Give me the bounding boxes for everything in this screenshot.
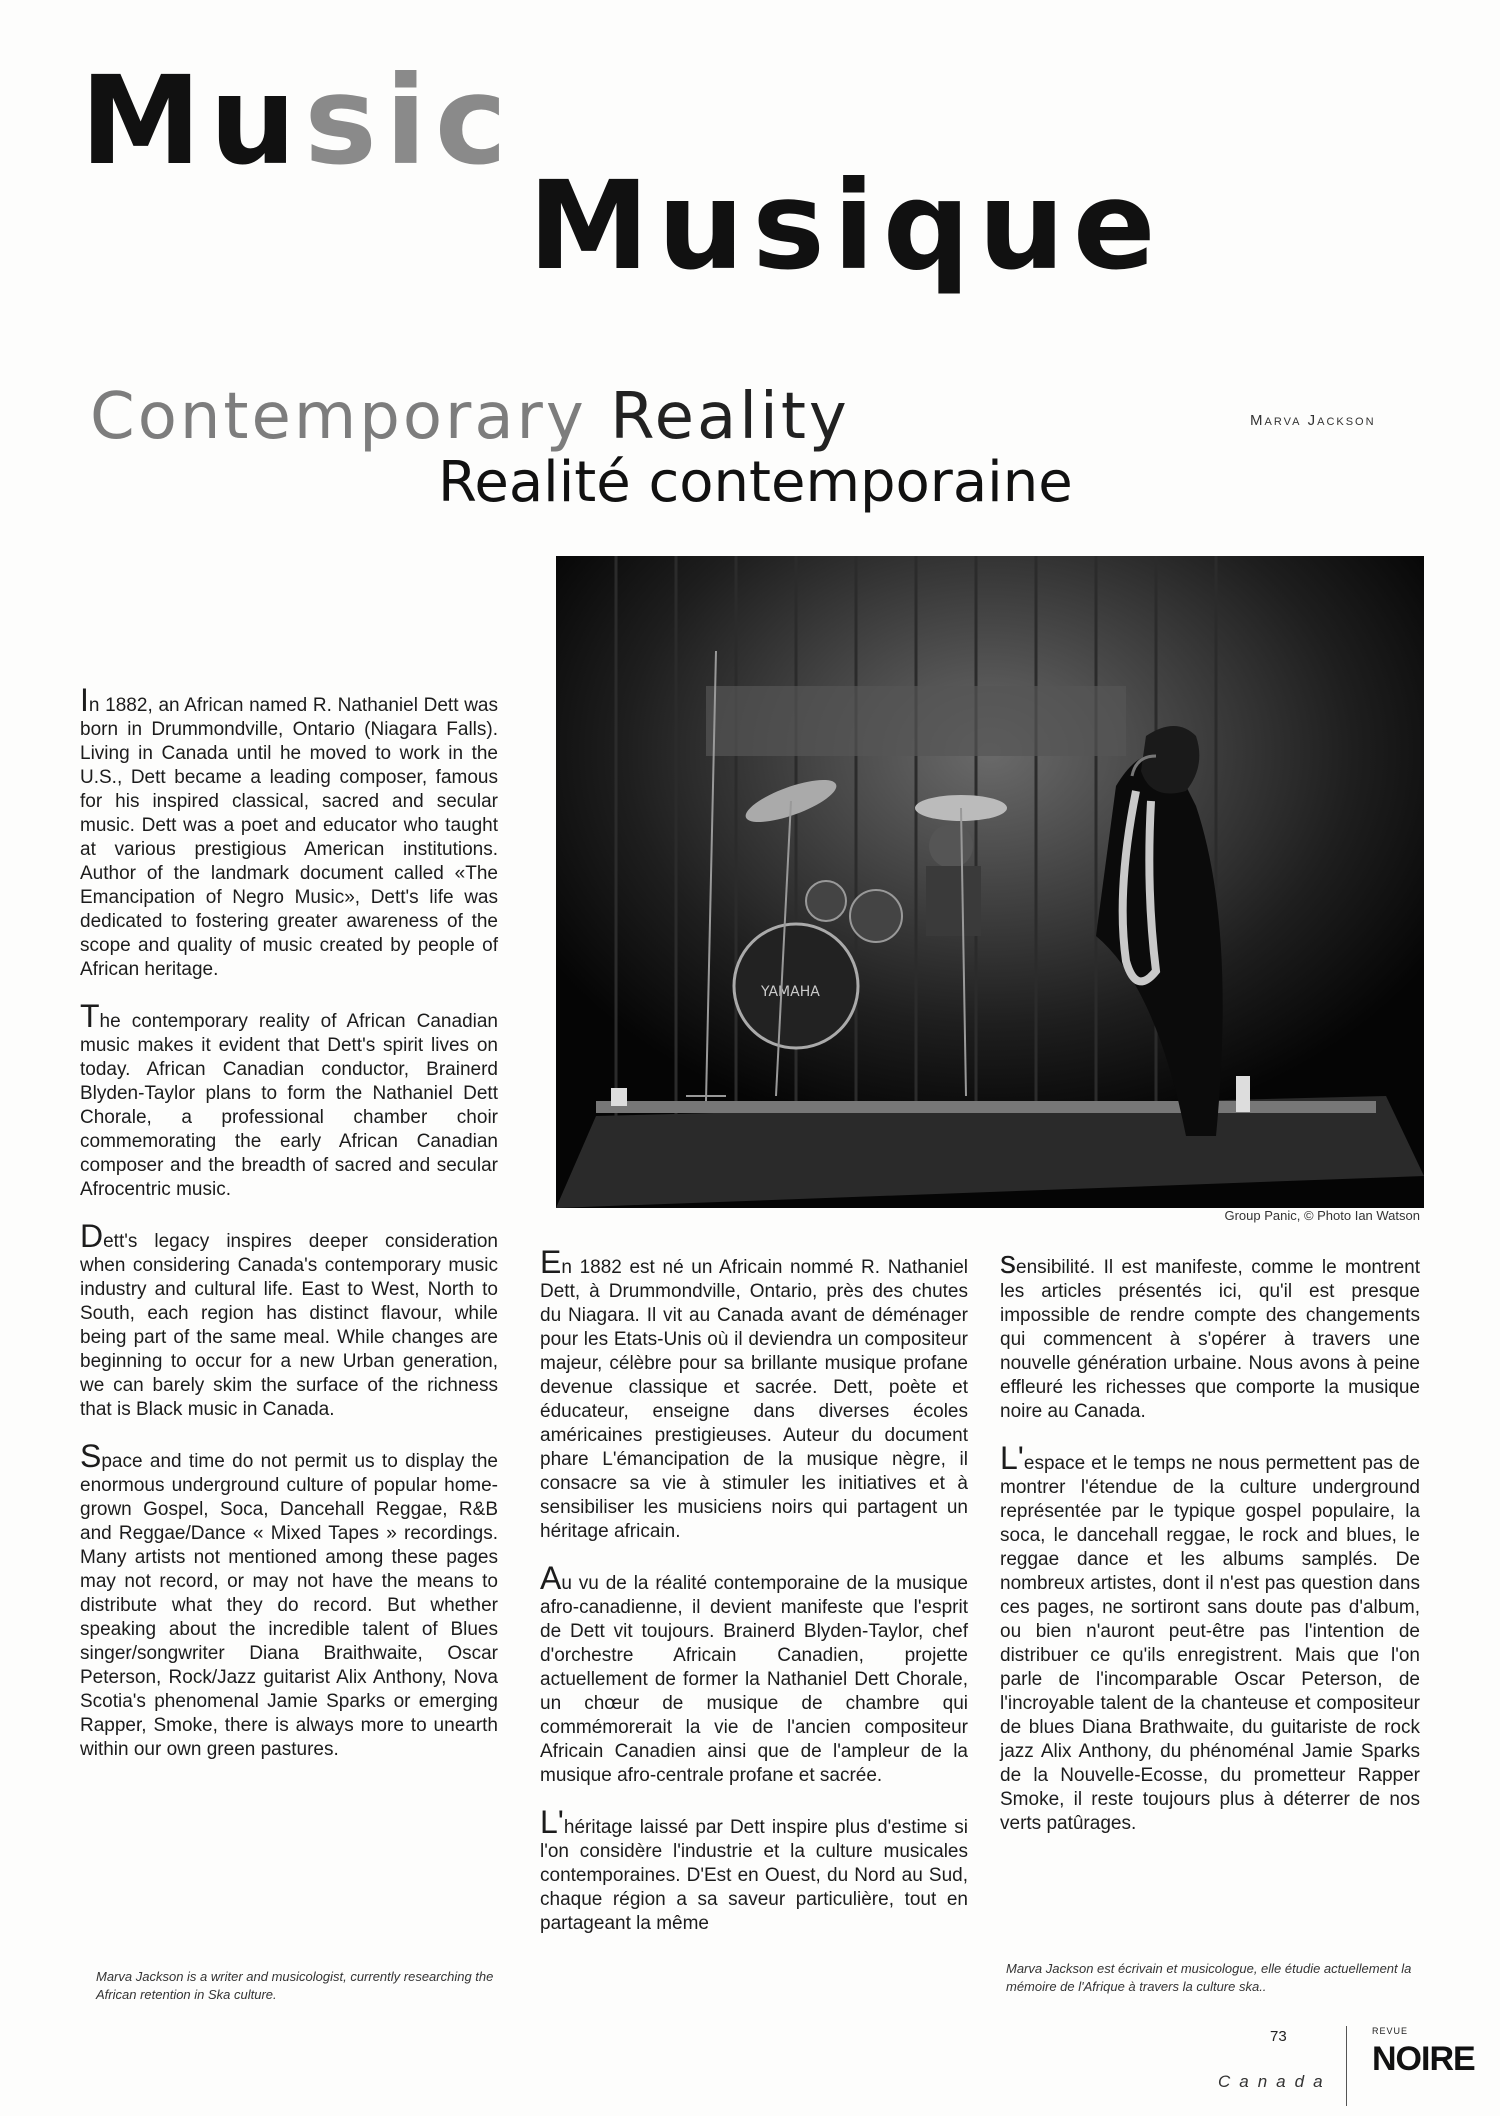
french-paragraph-continued: sensibilité. Il est manifeste, comme le montrent les articles présentés ici, qu'il est presque impossible de rendre compte des changements qui commencent à s'opérer à travers une nouvelle génération urbaine. Nous avons à peine effleuré les richesses que comporte la musique noire au Canada.: [1000, 1244, 1420, 1422]
french-column-right: [1000, 1244, 1420, 1858]
author-note-french: Marva Jackson est écrivain et musicologue, elle étudie actuellement la mémoire de l'Afrique à travers la culture ska..: [1006, 1961, 1412, 1994]
magazine-logo-top: REVUE: [1372, 2026, 1409, 2036]
french-paragraph: L'espace et le temps ne nous permettent pas de montrer l'étendue de la culture underground représentée par le typique gospel populaire, la soca, le dancehall reggae, le rock and blues, le reggae dance et les albums samplés. De nombreux artistes, dont il n'est pas question dans ces pages, ne sortiront sans doute pas d'album, ou bien n'auront peut-être pas l'intention de distribuer ce qu'ils enregistrent. Mais que l'on parle de l'incomparable Oscar Peterson, de l'incroyable talent de la chanteuse et compositeur de blues Diana Brathwaite, du guitariste de rock jazz Alix Anthony, du phénoménal Jamie Sparks de la Nouvelle-Ecosse, du prometteur Rapper Smoke, il reste toujours plus à déterrer de nos verts patûrages.: [1000, 1440, 1420, 1834]
article-title-french: Realité contemporaine: [438, 450, 1073, 515]
french-column-middle: [540, 1244, 968, 1958]
masthead-line1-dark: Mu: [80, 50, 305, 192]
french-paragraph: En 1882 est né un Africain nommé R. Nathaniel Dett, à Drummondville, Ontario, près des chutes du Niagara. Il vit au Canada avant de déménager pour les Etats-Unis où il deviendra un compositeur majeur, célèbre pour sa brillante musique profane devenue classique et sacrée. Dett, poète et éducateur, enseigne dans diverses écoles américaines prestigieuses. Auteur du document phare L'émancipation de la musique nègre, il consacre sa vie à stimuler les initiatives et à sensibiliser les musiciens noirs qui partagent un héritage africain.: [540, 1244, 968, 1542]
article-title-english: [90, 380, 850, 454]
title-en-part2: Reality: [610, 380, 850, 454]
title-en-part1: Contemporary: [90, 380, 611, 454]
photo-caption: Group Panic, © Photo Ian Watson: [1224, 1208, 1420, 1223]
masthead-line2: Musique: [528, 155, 1164, 297]
magazine-logo: NOIRE: [1372, 2040, 1475, 2078]
drum-brand-text: YAMAHA: [761, 984, 820, 1000]
english-paragraph: Dett's legacy inspires deeper consideration when considering Canada's contemporary music industry and cultural life. East to West, North to South, each region has distinct flavour, while being part of the same meal. While changes are beginning to occur for a new Urban generation, we can barely skim the surface of the richness that is Black music in Canada.: [80, 1218, 498, 1420]
english-column: [80, 682, 498, 1784]
section-label: Canada: [1218, 2072, 1332, 2091]
english-paragraph: Space and time do not permit us to display the enormous underground culture of popular home-grown Gospel, Soca, Dancehall Reggae, R&B and Reggae/Dance « Mixed Tapes » recordings. Many artists not mentioned among these pages may not record, or may not have the means to distribute what they do record. But whether speaking about the incredible talent of Blues singer/songwriter Diana Braithwaite, Oscar Peterson, Rock/Jazz guitarist Alix Anthony, Nova Scotia's phenomenal Jamie Sparks or emerging Rapper, Smoke, there is always more to unearth within our own green pastures.: [80, 1438, 498, 1760]
author-byline: Marva Jackson: [1250, 412, 1376, 429]
concert-photo: [556, 556, 1424, 1208]
english-paragraph: In 1882, an African named R. Nathaniel Dett was born in Drummondville, Ontario (Niagara Falls). Living in Canada until he moved to work in the U.S., Dett became a leading composer, famous for his inspired classical, sacred and secular music. Dett was a poet and educator who taught at various prestigious American institutions. Author of the landmark document called «The Emancipation of Negro Music», Dett's life was dedicated to fostering greater awareness of the scope and quality of music created by people of African heritage.: [80, 682, 498, 980]
concert-photo-illustration: [556, 556, 1424, 1208]
author-note-english: Marva Jackson is a writer and musicologist, currently researching the African retention in Ska culture.: [96, 1969, 494, 2002]
masthead-line1-light: sic: [304, 50, 516, 192]
footer-divider: [1346, 2026, 1347, 2106]
english-paragraph: The contemporary reality of African Canadian music makes it evident that Dett's spirit lives on today. African Canadian conductor, Brainerd Blyden-Taylor plans to form the Nathaniel Dett Chorale, a professional chamber choir commemorating the early African Canadian composer and the breadth of sacred and secular Afrocentric music.: [80, 998, 498, 1200]
french-paragraph: L'héritage laissé par Dett inspire plus d'estime si l'on considère l'industrie et la culture musicales contemporaines. D'Est en Ouest, du Nord au Sud, chaque région a sa saveur particulière, tout en partageant la même: [540, 1804, 968, 1934]
masthead-line1: [80, 50, 516, 192]
page-number: 73: [1270, 2028, 1287, 2045]
french-paragraph: Au vu de la réalité contemporaine de la musique afro-canadienne, il devient manifeste que l'esprit de Dett vit toujours. Brainerd Blyden-Taylor, chef d'orchestre Africain Canadien, projette actuellement de former la Nathaniel Dett Chorale, un chœur de musique de chambre qui commémorerait la vie de l'ancien compositeur Africain Canadien ainsi que de l'ampleur de la musique afro-centrale profane et sacrée.: [540, 1560, 968, 1786]
